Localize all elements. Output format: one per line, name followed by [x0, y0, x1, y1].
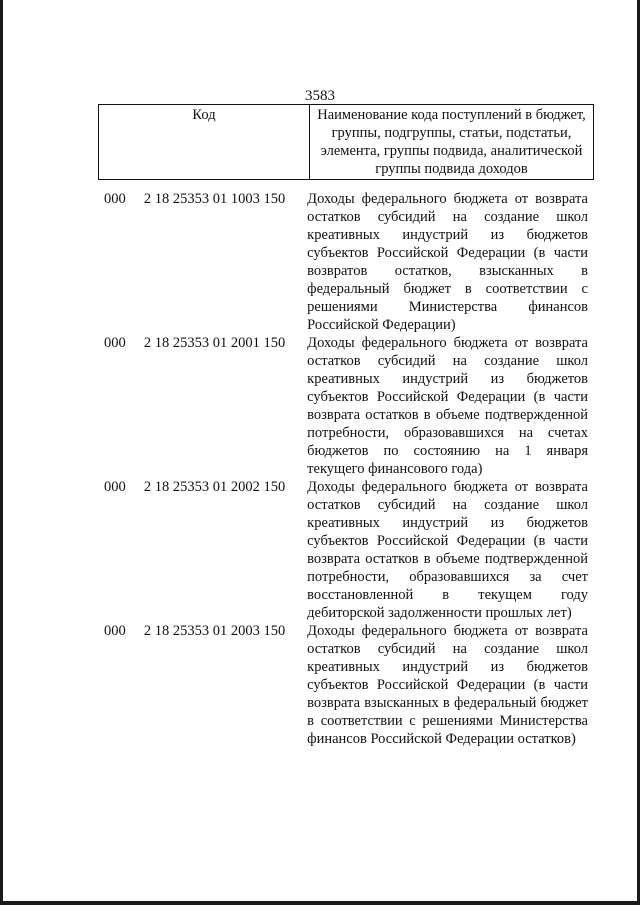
income-description: Доходы федерального бюджета от возврата остатков субсидий на создание школ креативных индустрий из бюджетов субъектов Российской Федерации (в части возврата остатков в объеме подтвержденной потребности, образовавшихся на счетах бюджетов по состоянию на 1 января текущего финансового года)	[307, 335, 588, 477]
income-code: 2 18 25353 01 2003 150	[143, 623, 286, 639]
page-border-left	[0, 0, 3, 905]
header-row	[99, 105, 594, 180]
income-code: 2 18 25353 01 2001 150	[143, 335, 286, 351]
admin-code: 000	[104, 479, 126, 495]
income-description: Доходы федерального бюджета от возврата остатков субсидий на создание школ креативных индустрий из бюджетов субъектов Российской Федерации (в части возвратов остатков, взысканных в федеральный бюджет в соответствии с решениями Министерства финансов Российской Федерации)	[307, 191, 588, 333]
income-code: 2 18 25353 01 2002 150	[143, 479, 286, 495]
code-rows	[104, 190, 588, 748]
admin-code: 000	[104, 335, 126, 351]
admin-code: 000	[104, 191, 126, 207]
table-row	[104, 190, 588, 334]
page-number: 3583	[305, 88, 335, 104]
page-border-bottom	[0, 901, 640, 905]
table-row	[104, 622, 588, 748]
admin-code: 000	[104, 623, 126, 639]
table-row	[104, 334, 588, 478]
table-row	[104, 478, 588, 622]
header-name-cell: Наименование кода поступлений в бюджет, группы, подгруппы, статьи, подстатьи, элемента, группы подвида, аналитической группы подвида доходов	[310, 105, 594, 180]
income-description: Доходы федерального бюджета от возврата остатков субсидий на создание школ креативных индустрий из бюджетов субъектов Российской Федерации (в части возврата остатков в объеме подтвержденной потребности, образовавшихся за счет восстановленной в текущем году дебиторской задолженности прошлых лет)	[307, 479, 588, 621]
header-table	[98, 104, 594, 180]
income-description: Доходы федерального бюджета от возврата остатков субсидий на создание школ креативных индустрий из бюджетов субъектов Российской Федерации (в части возврата взысканных в федеральный бюджет в соответствии с решениями Министерства финансов Российской Федерации остатков)	[307, 623, 588, 747]
header-code-cell: Код	[99, 105, 310, 180]
income-code: 2 18 25353 01 1003 150	[143, 191, 286, 207]
